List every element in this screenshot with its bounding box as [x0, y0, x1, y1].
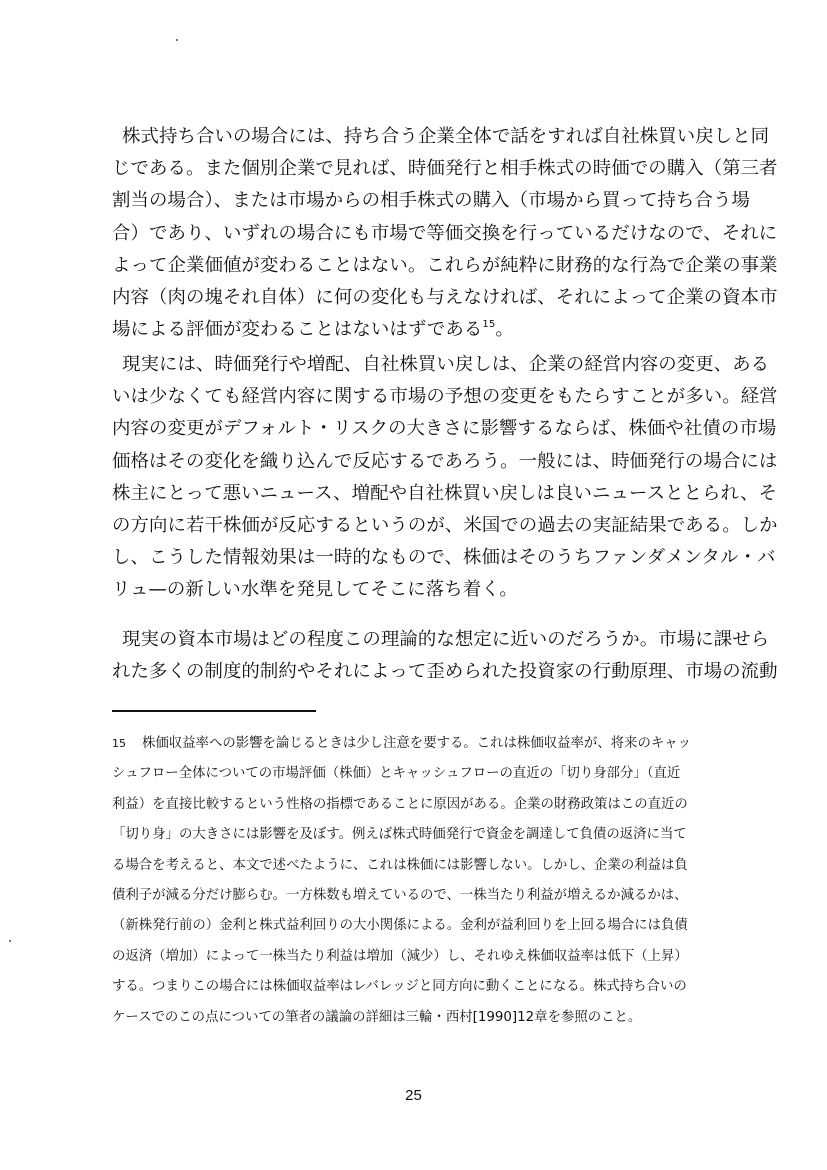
scan-speck	[176, 39, 178, 41]
text-line: 価格はその変化を織り込んで反応するであろう。一般には、時価発行の場合には	[112, 450, 778, 472]
footnote-line: （新株発行前の）金利と株式益利回りの大小関係による。金利が益利回りを上回る場合には負債	[112, 918, 688, 934]
footnote-number: 15	[112, 737, 126, 750]
page-number: 25	[405, 1087, 422, 1104]
footnote-line: の返済（増加）によって一株当たり利益は増加（減少）し、それゆえ株価収益率は低下（上昇）	[112, 948, 688, 964]
text-line	[112, 314, 717, 346]
text-fragment: 株価収益率への影響を論じるときは少し注意を要する。これは株価収益率が、将来のキャッ	[142, 736, 692, 751]
scan-speck	[9, 940, 11, 942]
text-line: れた多くの制度的制約やそれによって歪められた投資家の行動原理、市場の流動	[112, 661, 778, 683]
text-line: じである。また個別企業で見れば、時価発行と相手株式の時価での購入（第三者	[112, 158, 778, 180]
text-line: 現実の資本市場はどの程度この理論的な想定に近いのだろうか。市場に課せら	[122, 629, 770, 650]
footnote-line: ケースでのこの点についての筆者の議論の詳細は三輪・西村[1990]12章を参照のこと。	[112, 1009, 642, 1025]
footnote-line: 「切り身」の大きさには影響を及ぼす。例えば株式時価発行で資金を調達して負債の返済に当て	[112, 827, 687, 843]
footnote-line: する。つまりこの場合には株価収益率はレバレッジと同方向に動くことになる。株式持ち合いの	[112, 979, 687, 995]
text-fragment: 場による評価が変わることはないはずである	[112, 319, 483, 341]
footnote-line: 債利子が減る分だけ膨らむ。一方株数も増えているので、一株当たり利益が増えるか減るかは、	[112, 887, 688, 903]
text-line: 割当の場合）、または市場からの相手株式の購入（市場から買って持ち合う場	[112, 190, 750, 212]
paragraph-2	[112, 349, 778, 607]
footnote-separator	[112, 710, 316, 712]
footnote-15	[112, 729, 722, 1033]
footnote-line: る場合を考えると、本文で述べたように、これは株価には影響しない。しかし、企業の利益は負	[112, 857, 688, 873]
text-line: よって企業価値が変わることはない。これらが純粋に財務的な行為で企業の事業	[112, 254, 778, 276]
footnote-line	[112, 729, 722, 759]
text-line: 株式持ち合いの場合には、持ち合う企業全体で話をすれば自社株買い戻しと同	[122, 126, 770, 147]
text-line: 内容（肉の塊それ自体）に何の変化も与えなければ、それによって企業の資本市	[112, 286, 778, 308]
footnote-reference[interactable]: 15	[482, 319, 496, 331]
text-line: いは少なくても経営内容に関する市場の予想の変更をもたらすことが多い。経営	[112, 386, 778, 408]
text-line: リュ—の新しい水準を発見してそこに落ち着く。	[112, 579, 518, 601]
paragraph-1	[112, 121, 778, 346]
text-line: 合）であり、いずれの場合にも市場で等価交換を行っているだけなので、それに	[112, 222, 778, 244]
text-line: 現実には、時価発行や増配、自社株買い戻しは、企業の経営内容の変更、ある	[122, 354, 770, 375]
text-line: 株主にとって悪いニュース、増配や自社株買い戻しは良いニュースととられ、そ	[112, 482, 778, 504]
footnote-line: 利益）を直接比較するという性格の指標であることに原因がある。企業の財務政策はこの直近の	[112, 796, 688, 812]
paragraph-3	[112, 624, 778, 688]
text-line: 内容の変更がデフォルト・リスクの大きさに影響するならば、株価や社債の市場	[112, 418, 777, 440]
footnote-line: シュフロー全体についての市場評価（株価）とキャッシュフローの直近の「切り身部分」（直近	[112, 766, 681, 782]
text-line: の方向に若干株価が反応するというのが、米国での過去の実証結果である。しか	[112, 514, 778, 536]
text-fragment: 。	[495, 319, 514, 341]
text-line: し、こうした情報効果は一時的なもので、株価はそのうちファンダメンタル・バ	[112, 547, 776, 569]
